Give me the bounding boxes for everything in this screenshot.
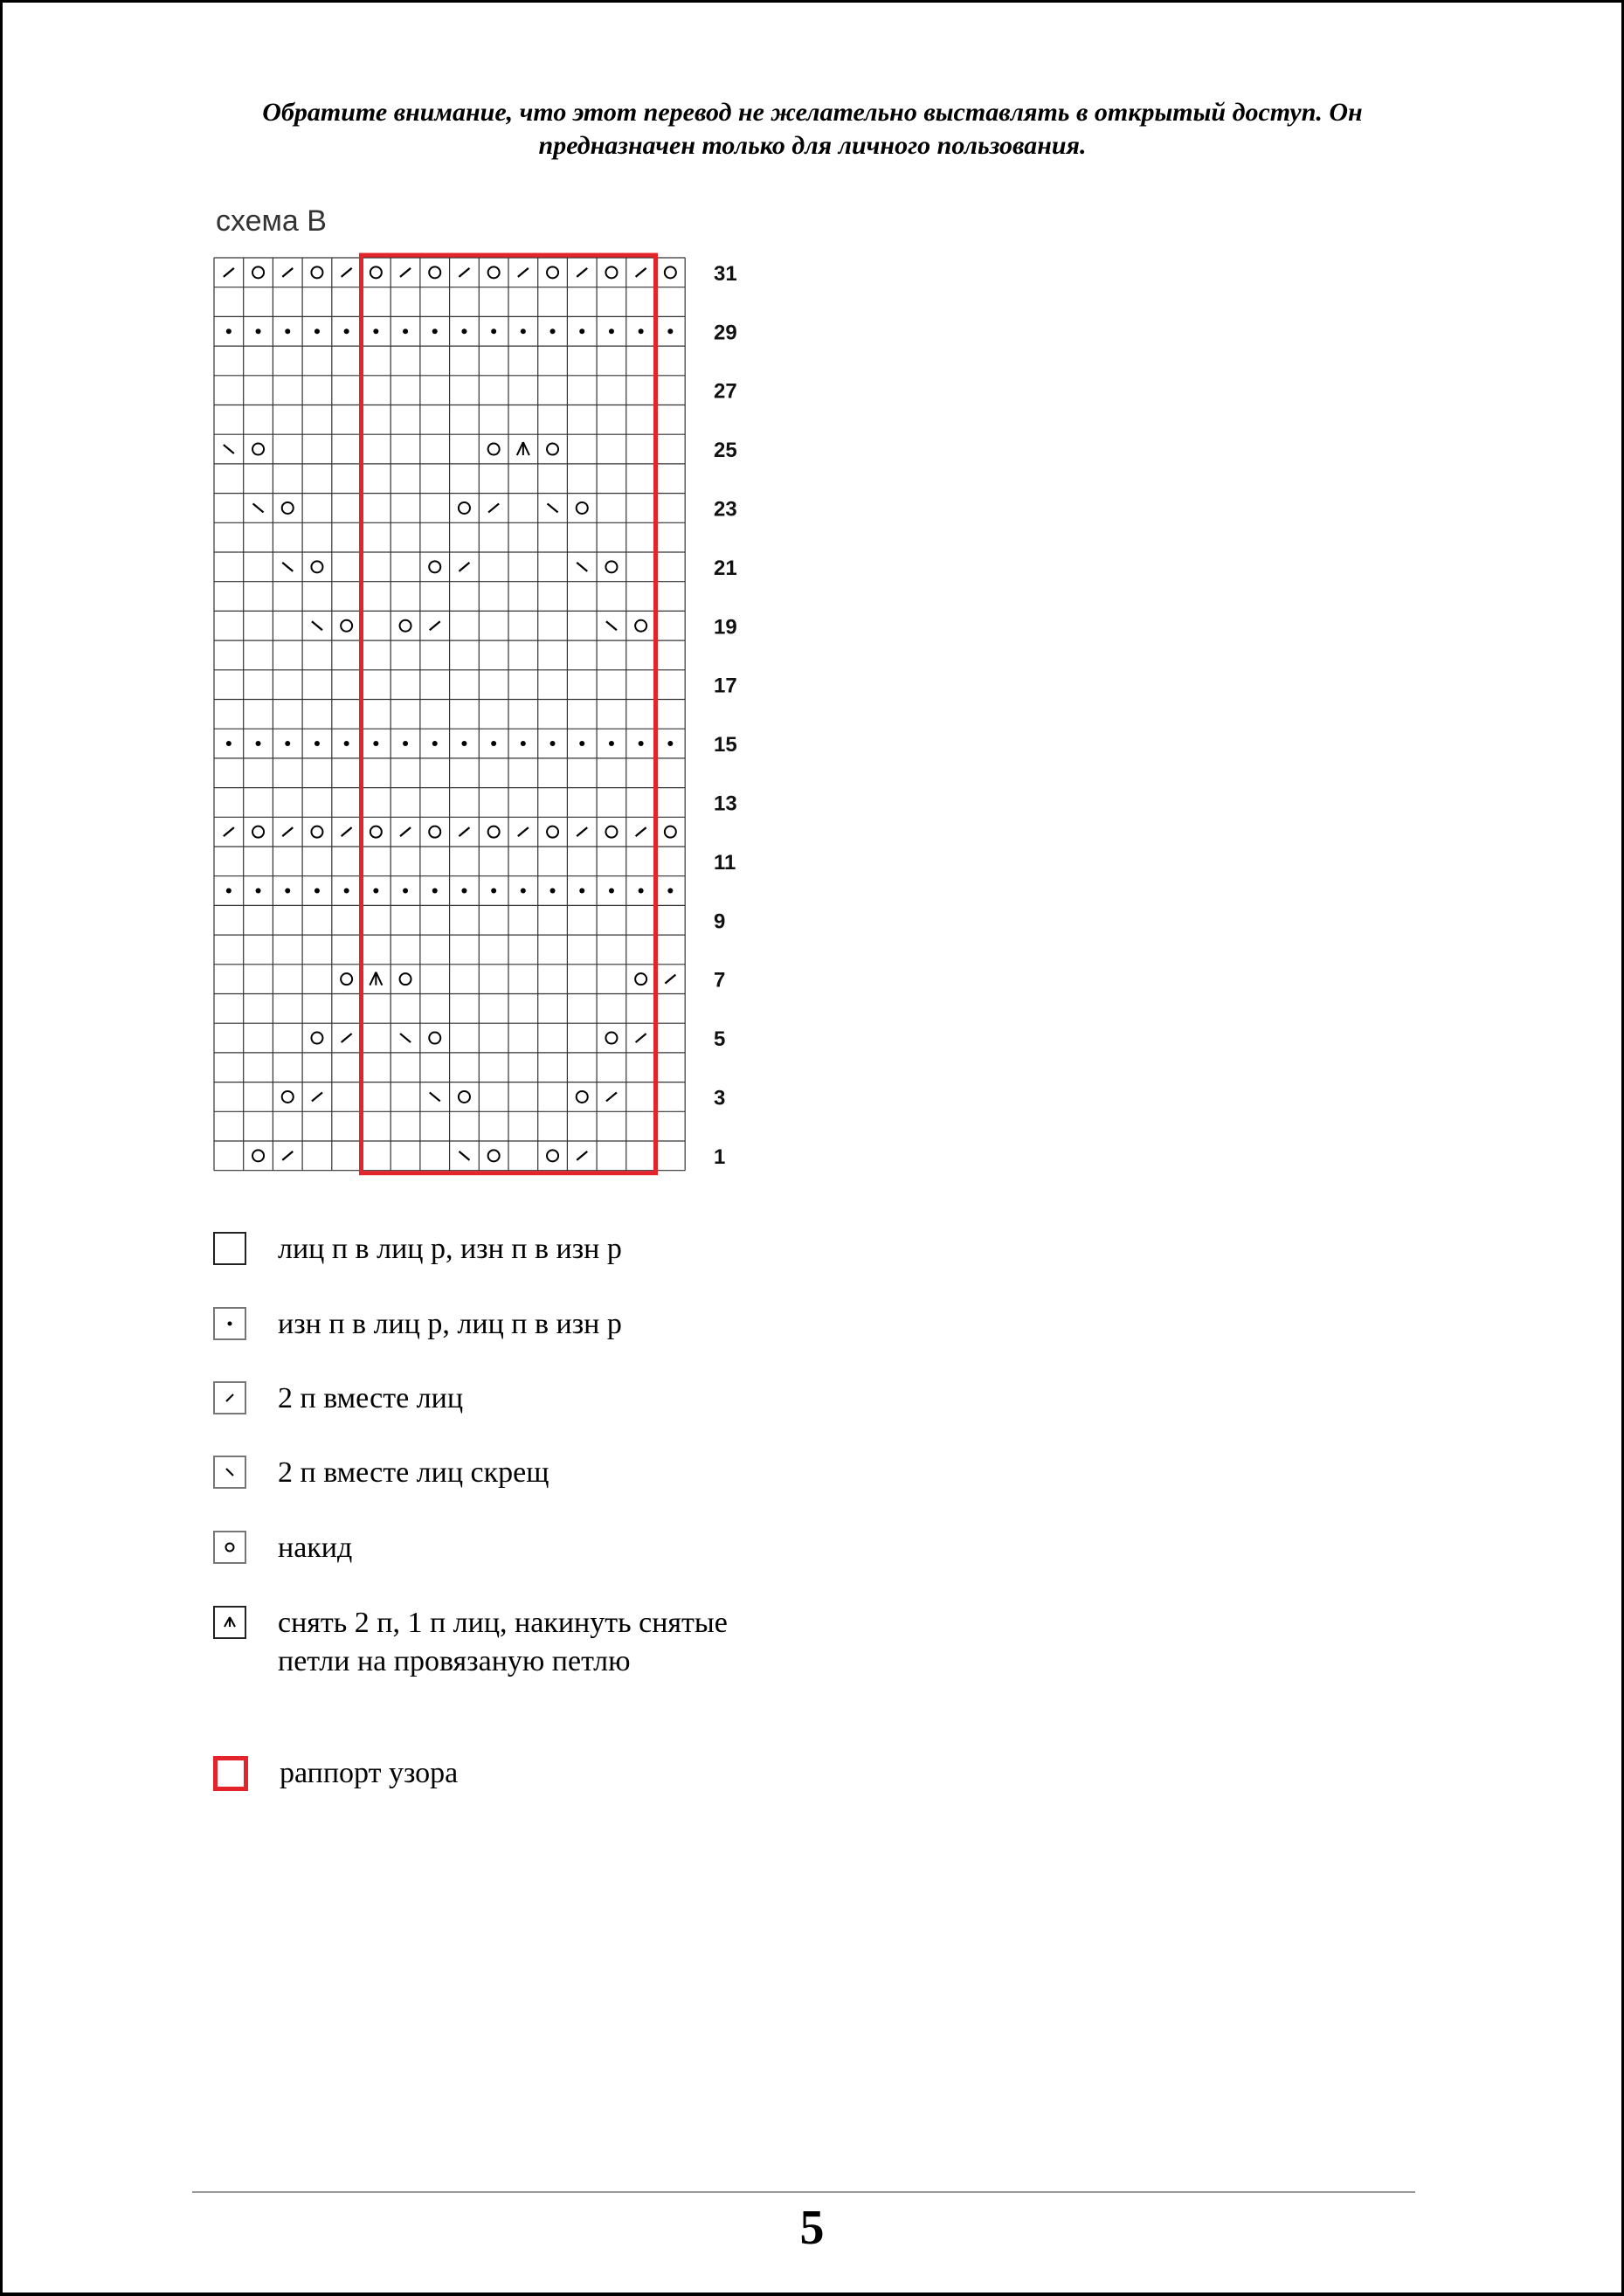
yarn-over-symbol: [488, 444, 500, 455]
k2tog-symbol: [606, 1092, 617, 1101]
row-label: 27: [714, 379, 737, 404]
yarn-over-symbol: [459, 502, 470, 514]
row-label: 29: [714, 321, 737, 345]
yarn-over-symbol: [311, 1033, 322, 1044]
k2tog-symbol: [224, 268, 234, 277]
yarn-over-symbol: [605, 826, 617, 838]
yarn-over-symbol: [370, 826, 382, 838]
row-label: 7: [714, 968, 726, 992]
legend-text-yarn-over: накид: [278, 1532, 353, 1564]
yarn-over-symbol: [605, 266, 617, 278]
purl-dot-symbol: [256, 741, 261, 746]
legend-text-repeat: раппорт узора: [280, 1757, 459, 1789]
yarn-over-symbol: [547, 826, 558, 838]
k2tog-symbol: [430, 621, 440, 630]
yarn-over-symbol: [488, 1150, 500, 1161]
purl-dot-symbol: [344, 741, 349, 746]
purl-dot-symbol: [667, 889, 673, 894]
purl-dot-symbol: [285, 889, 290, 894]
k2tog-symbol: [282, 268, 293, 277]
k2tog-symbol: [459, 827, 469, 836]
purl-dot-symbol: [579, 741, 584, 746]
purl-dot-symbol: [403, 889, 408, 894]
yarn-over-symbol: [459, 1091, 470, 1103]
k2tog-symbol: [282, 1151, 293, 1160]
legend-item-k2tog-tbl: [213, 1454, 767, 1492]
k2tog-tbl-symbol: [430, 1092, 440, 1101]
double-decrease-symbol: [517, 442, 529, 455]
k2tog-tbl-symbol: [312, 621, 322, 630]
yarn-over-symbol: [547, 444, 558, 455]
yarn-over-symbol: [252, 826, 264, 838]
legend-item-k2tog: [213, 1380, 767, 1418]
double-decrease-symbol: [370, 972, 382, 985]
notice-text: Обратите внимание, что этот перевод не желательно выставлять в открытый доступ. Он предназначен только для личного пользования.: [262, 98, 1363, 160]
purl-dot-symbol: [432, 741, 438, 746]
k2tog-symbol: [636, 1034, 646, 1042]
k2tog-symbol: [342, 827, 352, 836]
legend-text-k2tog: 2 п вместе лиц: [278, 1382, 464, 1414]
legend-text-knit: лиц п в лиц р, изн п в изн р: [278, 1233, 622, 1265]
k2tog-tbl-symbol: [400, 1034, 411, 1042]
purl-dot-symbol: [373, 328, 378, 334]
yarn-over-symbol: [429, 1033, 440, 1044]
purl-dot-symbol: [639, 328, 644, 334]
purl-dot-symbol: [432, 328, 438, 334]
red-square-icon: [213, 1756, 248, 1791]
row-label: 9: [714, 909, 726, 934]
purl-dot-symbol: [226, 741, 232, 746]
purl-dot-symbol: [314, 741, 320, 746]
legend-item-double-decrease: [213, 1604, 767, 1681]
purl-dot-symbol: [314, 889, 320, 894]
purl-dot-symbol: [226, 328, 232, 334]
row-label: 31: [714, 261, 737, 286]
dot-cell-icon: [213, 1307, 246, 1340]
yarn-over-symbol: [252, 444, 264, 455]
yarn-over-symbol: [282, 502, 294, 514]
purl-dot-symbol: [373, 889, 378, 894]
purl-dot-symbol: [609, 889, 614, 894]
k2tog-symbol: [518, 268, 529, 277]
blank-cell-icon: [213, 1232, 246, 1265]
yarn-over-symbol: [311, 561, 322, 572]
row-label: 25: [714, 439, 737, 463]
yarn-over-symbol: [547, 266, 558, 278]
row-label: 17: [714, 674, 737, 698]
yarn-over-symbol: [282, 1091, 294, 1103]
purl-dot-symbol: [521, 889, 526, 894]
yarn-over-symbol: [311, 826, 322, 838]
k2tog-symbol: [342, 1034, 352, 1042]
purl-dot-symbol: [491, 328, 496, 334]
yarn-over-symbol: [577, 1091, 588, 1103]
k2tog-symbol: [459, 563, 469, 571]
slash-right-cell-icon: [213, 1381, 246, 1414]
legend-item-purl: [213, 1305, 767, 1344]
purl-dot-symbol: [344, 889, 349, 894]
yarn-over-symbol: [605, 561, 617, 572]
k2tog-symbol: [282, 827, 293, 836]
purl-dot-symbol: [491, 741, 496, 746]
scheme-title: схема В: [216, 204, 327, 238]
purl-dot-symbol: [226, 889, 232, 894]
yarn-over-symbol: [429, 826, 440, 838]
purl-dot-symbol: [579, 328, 584, 334]
purl-dot-symbol: [550, 741, 556, 746]
legend-text-purl: изн п в лиц р, лиц п в изн р: [278, 1308, 622, 1340]
row-label: 13: [714, 792, 737, 816]
k2tog-symbol: [518, 827, 529, 836]
row-label: 23: [714, 497, 737, 522]
k2tog-tbl-symbol: [577, 563, 587, 571]
k2tog-symbol: [636, 268, 646, 277]
legend-item-yarn-over: [213, 1529, 767, 1567]
yarn-over-symbol: [665, 266, 676, 278]
purl-dot-symbol: [550, 889, 556, 894]
k2tog-symbol: [577, 1151, 587, 1160]
slash-left-cell-icon: [213, 1456, 246, 1489]
row-label: 5: [714, 1027, 726, 1052]
yarn-over-symbol: [429, 266, 440, 278]
purl-dot-symbol: [256, 889, 261, 894]
row-label: 15: [714, 733, 737, 757]
purl-dot-symbol: [639, 741, 644, 746]
purl-dot-symbol: [314, 328, 320, 334]
row-label: 1: [714, 1145, 726, 1169]
yarn-over-symbol: [605, 1033, 617, 1044]
yarn-over-symbol: [488, 826, 500, 838]
purl-dot-symbol: [609, 328, 614, 334]
legend-text-k2tog-tbl: 2 п вместе лиц скрещ: [278, 1456, 549, 1489]
yarn-over-symbol: [341, 973, 352, 985]
purl-dot-symbol: [667, 328, 673, 334]
purl-dot-symbol: [667, 741, 673, 746]
yarn-over-symbol: [400, 620, 411, 632]
k2tog-symbol: [459, 268, 469, 277]
k2tog-tbl-symbol: [282, 563, 293, 571]
k2tog-tbl-symbol: [606, 621, 617, 630]
legend-item-knit: [213, 1230, 767, 1269]
purl-dot-symbol: [285, 741, 290, 746]
k2tog-symbol: [400, 268, 411, 277]
purl-dot-symbol: [579, 889, 584, 894]
k2tog-symbol: [665, 975, 675, 984]
row-label: 21: [714, 556, 737, 580]
purl-dot-symbol: [285, 328, 290, 334]
purl-dot-symbol: [403, 328, 408, 334]
purl-dot-symbol: [550, 328, 556, 334]
k2tog-symbol: [342, 268, 352, 277]
k2tog-symbol: [636, 827, 646, 836]
row-label: 11: [714, 850, 736, 875]
purl-dot-symbol: [256, 328, 261, 334]
k2tog-symbol: [577, 268, 587, 277]
yarn-over-symbol: [488, 266, 500, 278]
purl-dot-symbol: [373, 741, 378, 746]
purl-dot-symbol: [403, 741, 408, 746]
purl-dot-symbol: [521, 328, 526, 334]
k2tog-tbl-symbol: [459, 1151, 469, 1160]
yarn-over-symbol: [252, 1150, 264, 1161]
legend-item-repeat: [213, 1754, 769, 1793]
yarn-over-symbol: [252, 266, 264, 278]
purl-dot-symbol: [461, 741, 466, 746]
purl-dot-symbol: [461, 889, 466, 894]
legend-text-double-decrease: снять 2 п, 1 п лиц, накинуть снятые петли на провязаную петлю: [278, 1607, 728, 1677]
yarn-over-symbol: [577, 502, 588, 514]
row-label: 3: [714, 1086, 726, 1110]
purl-dot-symbol: [521, 741, 526, 746]
k2tog-symbol: [488, 503, 499, 512]
k2tog-symbol: [577, 827, 587, 836]
yarn-over-symbol: [400, 973, 411, 985]
row-label: 19: [714, 615, 737, 640]
purl-dot-symbol: [639, 889, 644, 894]
k2tog-tbl-symbol: [224, 445, 234, 453]
yarn-over-symbol: [635, 620, 646, 632]
yarn-over-symbol: [311, 266, 322, 278]
yarn-over-symbol: [665, 826, 676, 838]
purl-dot-symbol: [609, 741, 614, 746]
yarn-over-symbol: [635, 973, 646, 985]
k2tog-tbl-symbol: [548, 503, 558, 512]
circle-cell-icon: [213, 1531, 246, 1564]
arrow-up-cell-icon: [213, 1606, 246, 1639]
k2tog-tbl-symbol: [253, 503, 264, 512]
purl-dot-symbol: [461, 328, 466, 334]
k2tog-symbol: [312, 1092, 322, 1101]
page-number: 5: [799, 2201, 825, 2255]
purl-dot-symbol: [491, 889, 496, 894]
purl-dot-symbol: [344, 328, 349, 334]
yarn-over-symbol: [341, 620, 352, 632]
purl-dot-symbol: [432, 889, 438, 894]
yarn-over-symbol: [547, 1150, 558, 1161]
yarn-over-symbol: [429, 561, 440, 572]
k2tog-symbol: [400, 827, 411, 836]
yarn-over-symbol: [370, 266, 382, 278]
k2tog-symbol: [224, 827, 234, 836]
